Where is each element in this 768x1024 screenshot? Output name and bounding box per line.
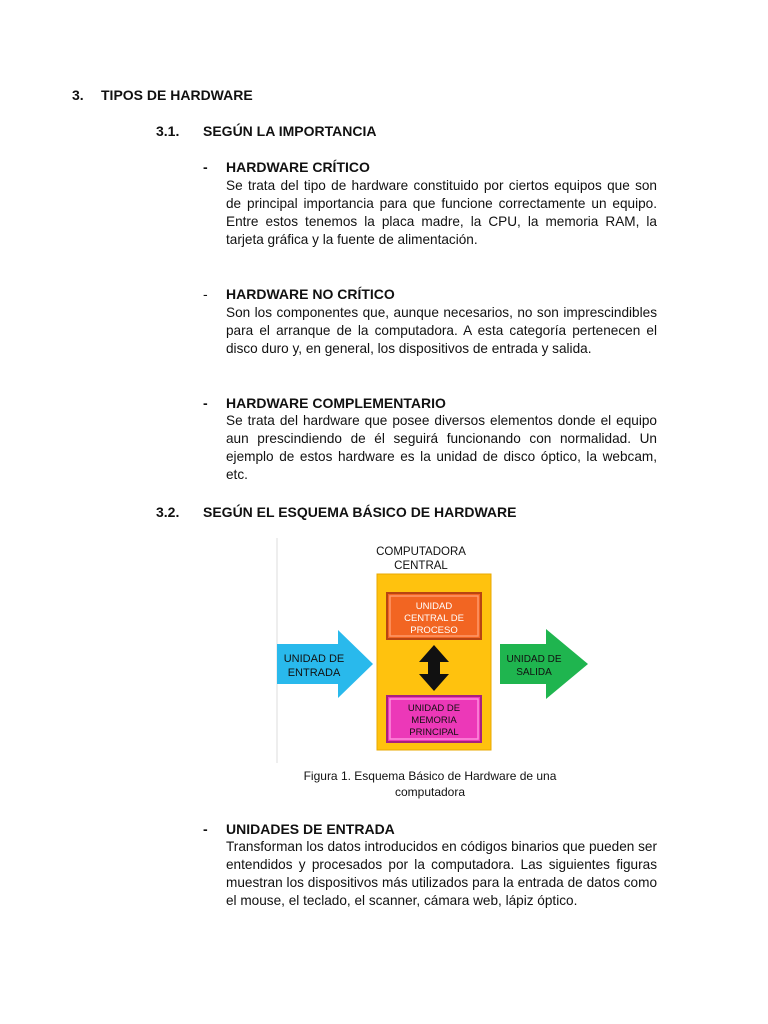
complementary-hardware-text: Se trata del hardware que posee diversos elementos donde el equipo aun prescindiendo de él seguirá funcionando con normalidad. Un ejemplo de estos hardware es la unidad de disco óptico, la webcam, etc. [226,413,657,482]
bullet-dash: - [203,159,208,175]
critical-hardware-text: Se trata del tipo de hardware constituido por ciertos equipos que son de principal importancia para que funcione correctamente un equipo. Entre estos tenemos la placa madre, la CPU, la memoria RAM, la tarjeta gráfica y la fuente de alimentación. [226,178,657,247]
central-computer-label: CENTRAL [394,560,448,572]
memory-label: PRINCIPAL [409,727,459,738]
output-unit-label: SALIDA [516,667,552,678]
bullet-dash: - [203,821,208,837]
input-units-title: UNIDADES DE ENTRADA [226,821,395,837]
critical-hardware-title: HARDWARE CRÍTICO [226,159,370,175]
complementary-hardware-title: HARDWARE COMPLEMENTARIO [226,395,446,411]
hardware-scheme-diagram [272,538,602,768]
memory-label: UNIDAD DE [407,703,461,714]
section-number: 3. [72,87,84,103]
central-computer-label: COMPUTADORA [376,546,466,558]
section-title: TIPOS DE HARDWARE [101,87,253,103]
input-unit-label: UNIDAD DE [283,653,345,665]
non-critical-hardware-title: HARDWARE NO CRÍTICO [226,286,395,302]
input-unit-label: ENTRADA [287,667,341,679]
subsection-title: SEGÚN LA IMPORTANCIA [203,123,377,139]
memory-label: MEMORIA [411,715,457,726]
non-critical-hardware-text: Son los componentes que, aunque necesarios, no son imprescindibles para el arranque de la computadora. A esta categoría pertenecen el disco duro y, en general, los dispositivos de entrada y salida. [226,305,657,356]
output-unit-label: UNIDAD DE [506,654,562,665]
figure-caption [270,768,590,800]
cpu-label: UNIDAD [415,601,453,612]
subsection-title: SEGÚN EL ESQUEMA BÁSICO DE HARDWARE [203,504,517,520]
subsection-number: 3.1. [156,123,180,139]
input-units-text: Transforman los datos introducidos en códigos binarios que pueden ser entendidos y procesados por la computadora. Las siguientes figuras muestran los dispositivos más utilizados para la entrada de datos como el mouse, el teclado, el scanner, cámara web, lápiz óptico. [226,839,657,908]
subsection-number: 3.2. [156,504,180,520]
bullet-dash: - [203,286,208,302]
figure-caption-line: computadora [394,785,466,799]
cpu-label: CENTRAL DE [404,613,464,624]
cpu-label: PROCESO [410,625,458,636]
bullet-dash: - [203,395,208,411]
figure-caption-line: Figura 1. Esquema Básico de Hardware de una [303,769,557,783]
